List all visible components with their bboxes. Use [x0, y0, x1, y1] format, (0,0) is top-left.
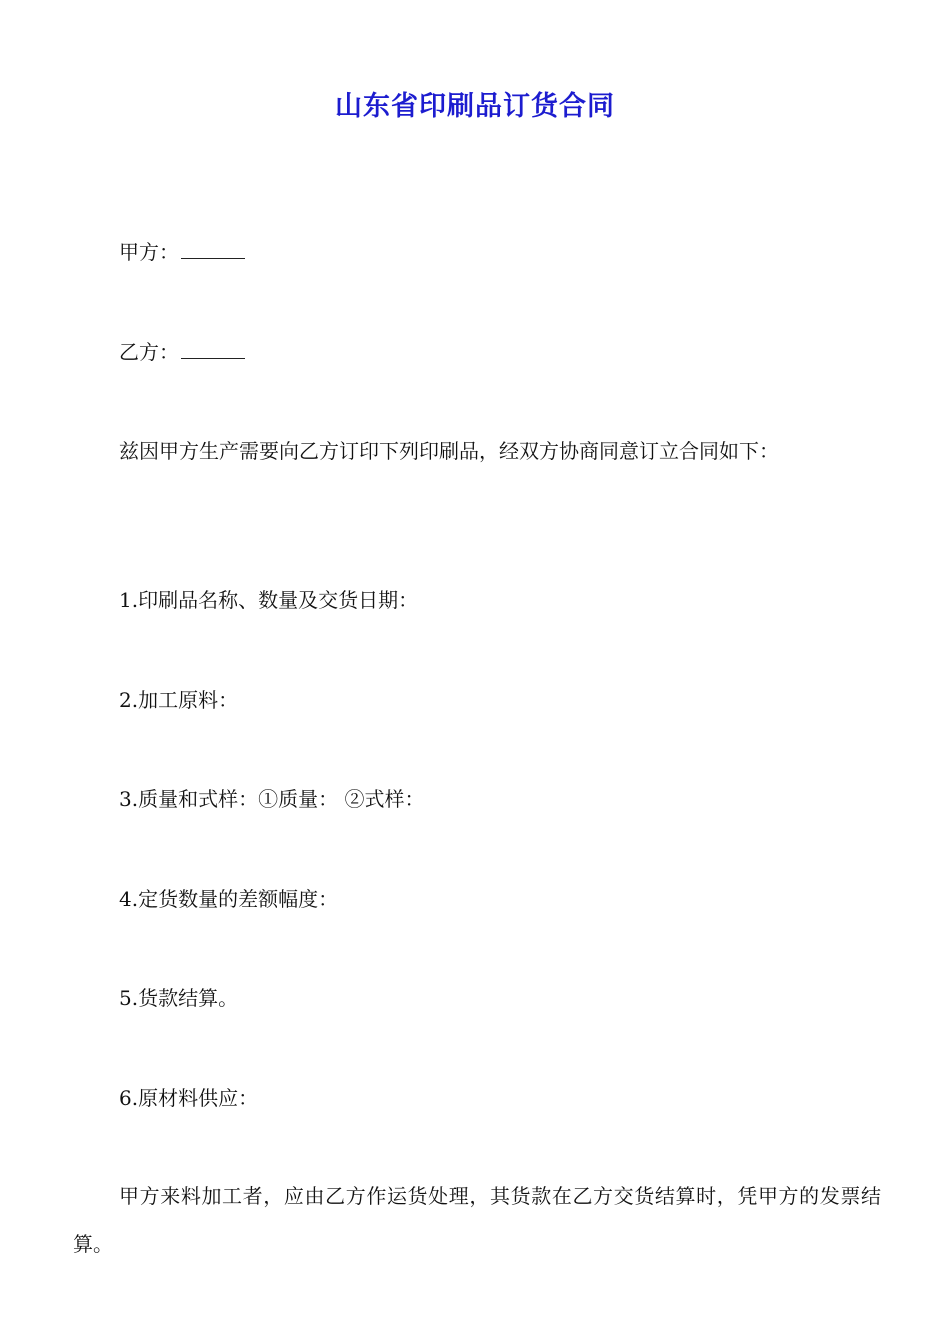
party-b-line — [119, 340, 245, 364]
clause-2: 2.加工原料： — [119, 688, 239, 712]
party-b-label: 乙方： — [119, 340, 179, 364]
clause-4: 4.定货数量的差额幅度： — [119, 887, 339, 911]
party-a-line — [119, 240, 245, 264]
intro-text: 兹因甲方生产需要向乙方订印下列印刷品，经双方协商同意订立合同如下： — [119, 439, 779, 463]
clause-3: 3.质量和式样：①质量： ②式样： — [119, 787, 425, 811]
clause-6: 6.原材料供应： — [119, 1086, 259, 1110]
party-a-label: 甲方： — [119, 240, 179, 264]
document-title: 山东省印刷品订货合同 — [335, 91, 615, 122]
party-a-blank — [181, 240, 245, 259]
clause-1: 1.印刷品名称、数量及交货日期： — [119, 588, 419, 612]
party-b-blank — [181, 340, 245, 359]
closing-paragraph: 甲方来料加工者，应由乙方作运货处理，其货款在乙方交货结算时，凭甲方的发票结算。 — [73, 1184, 881, 1256]
clause-5: 5.货款结算。 — [119, 986, 239, 1010]
